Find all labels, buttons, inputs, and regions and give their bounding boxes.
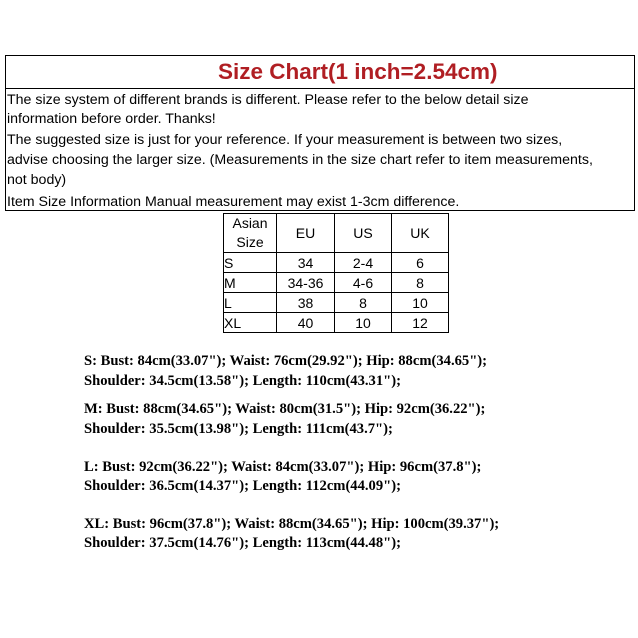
table-row — [224, 273, 449, 293]
cell-uk: 12 — [392, 313, 449, 333]
table-row — [224, 313, 449, 333]
cell-size: M — [224, 273, 277, 293]
measurement-l-line-2: Shoulder: 36.5cm(14.37"); Length: 112cm(44.09"); — [84, 478, 401, 494]
size-info-box — [5, 55, 635, 211]
measurement-s-line-2: Shoulder: 34.5cm(13.58"); Length: 110cm(43.31"); — [84, 373, 401, 389]
measurement-m-line-1: M: Bust: 88cm(34.65"); Waist: 80cm(31.5"); Hip: 92cm(36.22"); — [84, 401, 486, 417]
cell-size: XL — [224, 313, 277, 333]
header-eu: EU — [277, 214, 335, 253]
cell-size: S — [224, 253, 277, 273]
table-header-row — [224, 214, 449, 253]
header-us: US — [335, 214, 392, 253]
cell-eu: 34-36 — [277, 273, 335, 293]
cell-us: 2-4 — [335, 253, 392, 273]
note-line-5: not body) — [7, 172, 67, 188]
cell-eu: 38 — [277, 293, 335, 313]
cell-us: 8 — [335, 293, 392, 313]
header-asian-size: Asian Size — [224, 214, 277, 253]
cell-eu: 40 — [277, 313, 335, 333]
title-row — [6, 56, 634, 89]
cell-us: 4-6 — [335, 273, 392, 293]
size-chart-title: Size Chart(1 inch=2.54cm) — [218, 59, 498, 84]
table-row — [224, 293, 449, 313]
measurement-xl-line-1: XL: Bust: 96cm(37.8"); Waist: 88cm(34.65"); Hip: 100cm(39.37"); — [84, 516, 500, 532]
cell-us: 10 — [335, 313, 392, 333]
measurement-xl-line-2: Shoulder: 37.5cm(14.76"); Length: 113cm(44.48"); — [84, 535, 401, 551]
note-line-1: The size system of different brands is different. Please refer to the below detail size — [7, 92, 529, 108]
cell-eu: 34 — [277, 253, 335, 273]
size-conversion-table — [223, 213, 449, 333]
measurement-s-line-1: S: Bust: 84cm(33.07"); Waist: 76cm(29.92"); Hip: 88cm(34.65"); — [84, 353, 488, 369]
note-line-4: advise choosing the larger size. (Measurements in the size chart refer to item measurements, — [7, 152, 593, 168]
measurement-m-line-2: Shoulder: 35.5cm(13.98"); Length: 111cm(43.7"); — [84, 421, 393, 437]
header-uk: UK — [392, 214, 449, 253]
note-line-3: The suggested size is just for your reference. If your measurement is between two sizes, — [7, 132, 563, 148]
note-line-6: Item Size Information Manual measurement may exist 1-3cm difference. — [7, 194, 460, 210]
cell-uk: 8 — [392, 273, 449, 293]
note-line-2: information before order. Thanks! — [7, 111, 216, 127]
cell-uk: 10 — [392, 293, 449, 313]
cell-size: L — [224, 293, 277, 313]
table-row — [224, 253, 449, 273]
cell-uk: 6 — [392, 253, 449, 273]
measurement-l-line-1: L: Bust: 92cm(36.22"); Waist: 84cm(33.07"); Hip: 96cm(37.8"); — [84, 459, 482, 475]
